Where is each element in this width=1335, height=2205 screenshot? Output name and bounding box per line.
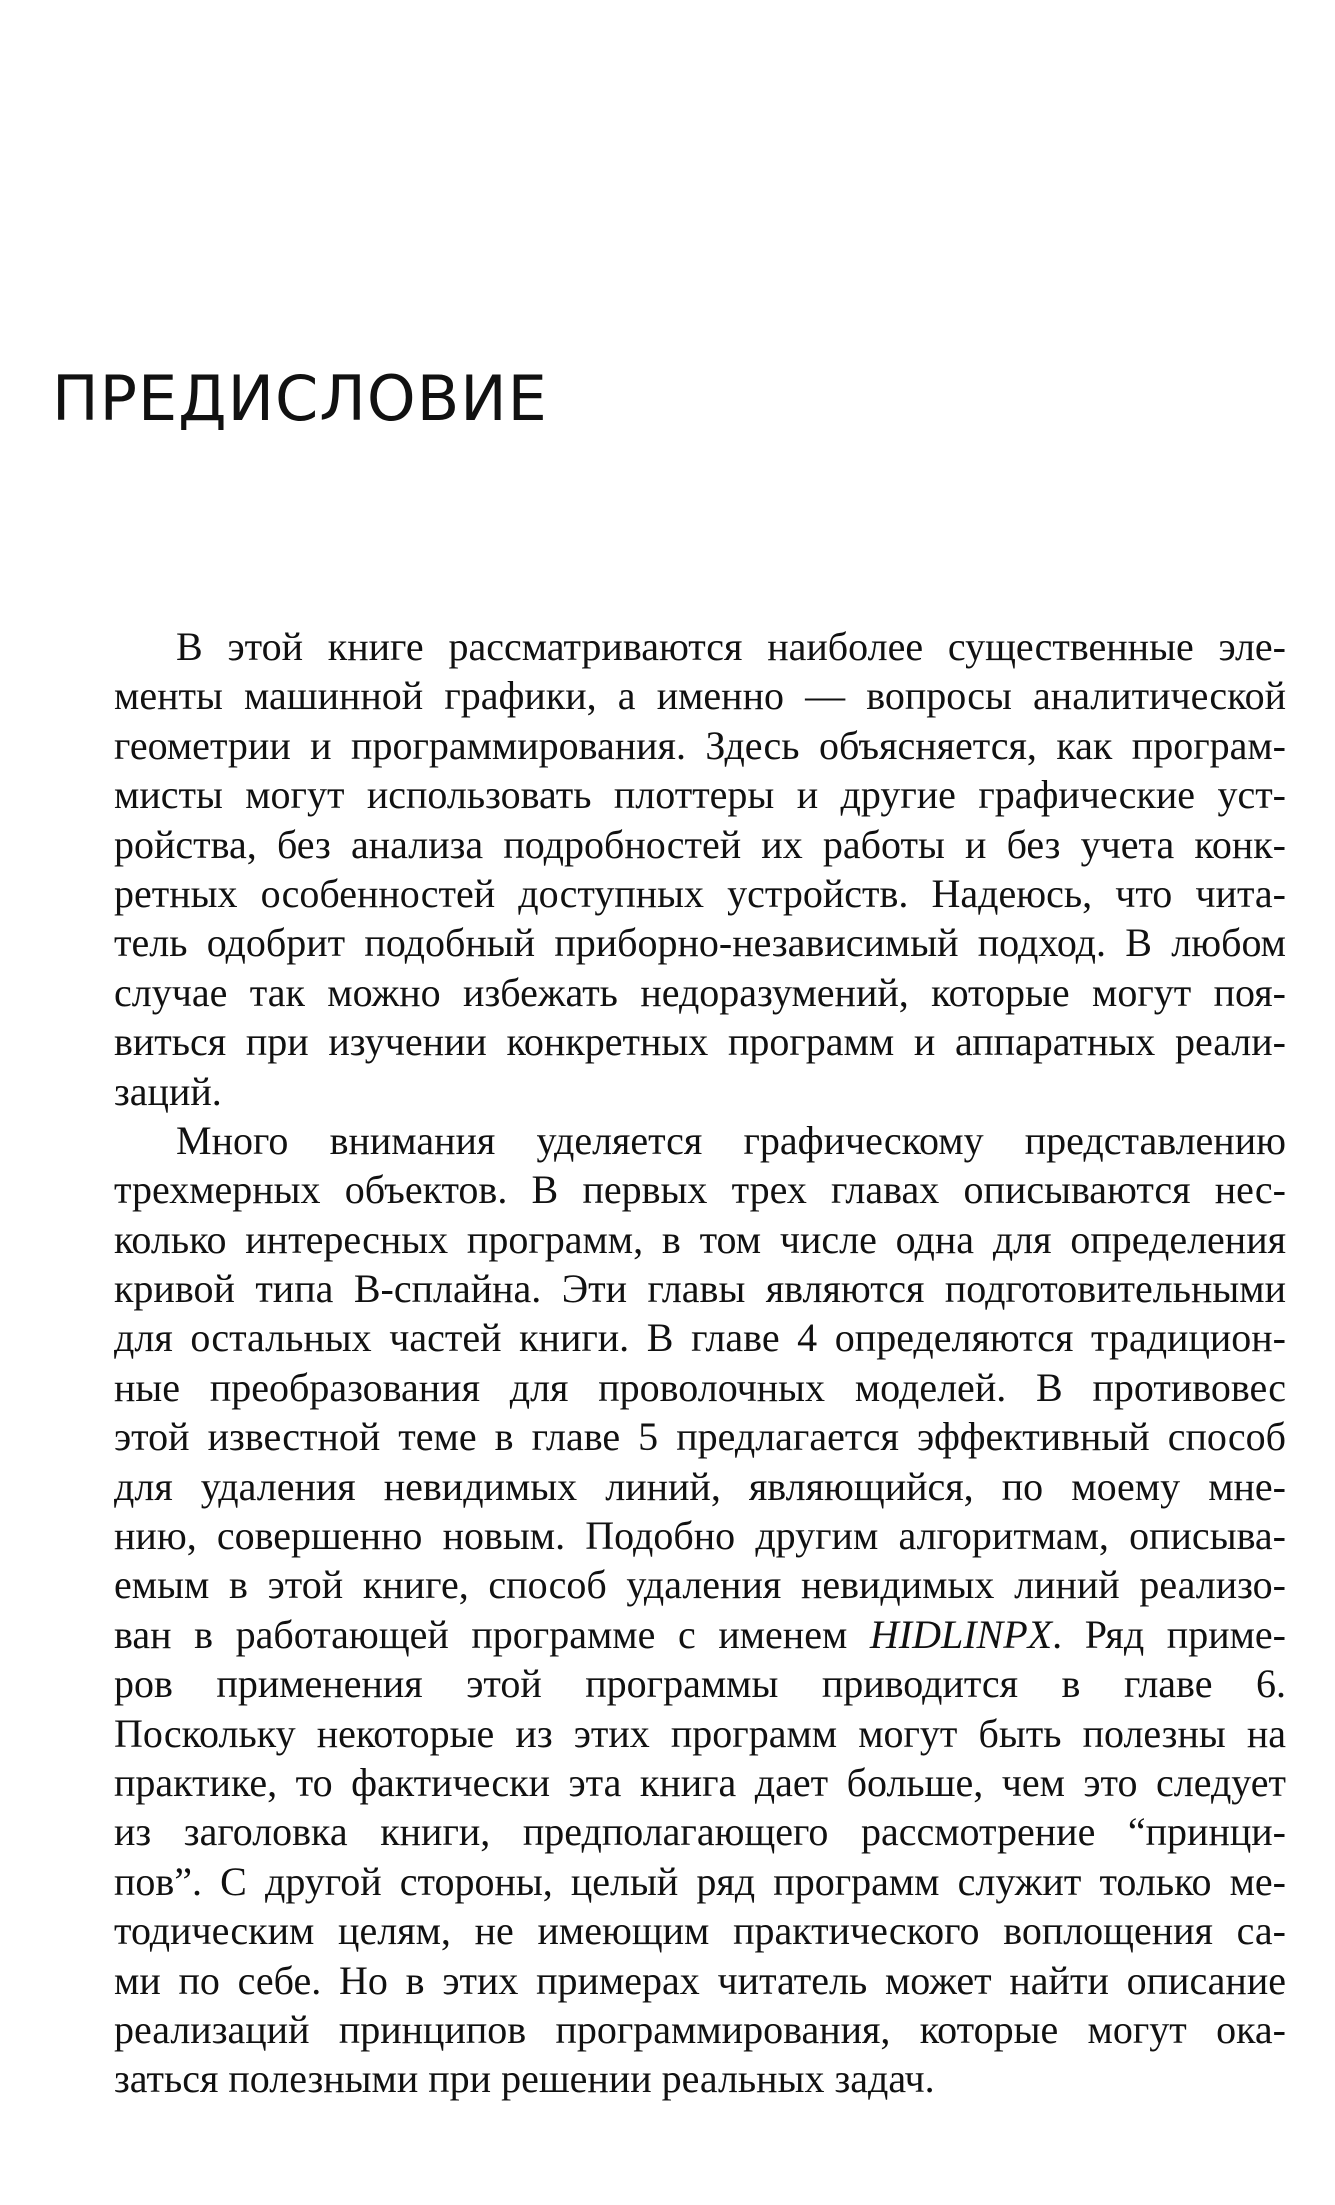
text-line: Поскольку некоторые из этих программ могут быть полезны на	[114, 1710, 1286, 1756]
text-line: случае так можно избежать недоразумений, которые могут поя-	[114, 969, 1286, 1015]
text-segment: ван в работающей программе с именем	[114, 1611, 870, 1657]
text-line: геометрии и программирования. Здесь объясняется, как програм-	[114, 722, 1286, 768]
text-line: емым в этой книге, способ удаления невидимых линий реализо-	[114, 1562, 1286, 1608]
text-line: виться при изучении конкретных программ и аппаратных реали-	[114, 1019, 1286, 1065]
text-line: ные преобразования для проволочных моделей. В противовес	[114, 1364, 1286, 1410]
text-line: для удаления невидимых линий, являющийся, по моему мне-	[114, 1463, 1286, 1509]
text-line: реализаций принципов программирования, которые могут ока-	[114, 2006, 1286, 2052]
page-title: ПРЕДИСЛОВИЕ	[52, 362, 548, 435]
text-line: Много внимания уделяется графическому представлению	[176, 1117, 1286, 1163]
paragraph-1	[52, 622, 1286, 1116]
text-line: пов”. С другой стороны, целый ряд программ служит только ме-	[114, 1858, 1286, 1904]
text-line: менты машинной графики, а именно — вопросы аналитической	[114, 673, 1286, 719]
text-line: для остальных частей книги. В главе 4 определяются традицион-	[114, 1315, 1286, 1361]
text-line: В этой книге рассматриваются наиболее существенные эле-	[176, 624, 1286, 669]
text-line: практике, то фактически эта книга дает больше, чем это следует	[114, 1759, 1286, 1805]
text-line: из заголовка книги, предполагающего рассмотрение “принци-	[114, 1809, 1286, 1855]
text-line-with-program-name	[52, 1610, 1286, 1659]
text-line: колько интересных программ, в том числе одна для определения	[114, 1216, 1286, 1262]
text-line: трехмерных объектов. В первых трех главах описываются нес-	[114, 1167, 1286, 1213]
text-line: ми по себе. Но в этих примерах читатель может найти описание	[114, 1957, 1286, 2003]
text-line: тодическим целям, не имеющим практического воплощения са-	[114, 1908, 1286, 1954]
text-line: ройства, без анализа подробностей их работы и без учета конк-	[114, 821, 1286, 867]
text-line: ров применения этой программы приводится в главе 6.	[114, 1661, 1286, 1707]
text-line: нию, совершенно новым. Подобно другим алгоритмам, описыва-	[114, 1513, 1286, 1559]
text-line: заться полезными при решении реальных задач.	[114, 2056, 935, 2102]
text-line: тель одобрит подобный приборно-независимый подход. В любом	[114, 920, 1286, 966]
text-line: этой известной теме в главе 5 предлагается эффективный способ	[114, 1414, 1286, 1460]
text-line: мисты могут использовать плоттеры и другие графические уст-	[114, 772, 1286, 818]
body-text	[52, 622, 1286, 2104]
text-segment: . Ряд приме-	[1052, 1611, 1286, 1657]
program-name: HIDLINPX	[869, 1611, 1053, 1657]
paragraph-2	[52, 1116, 1286, 2104]
text-line: кривой типа В-сплайна. Эти главы являются подготовительными	[114, 1266, 1286, 1312]
text-line: заций.	[114, 1068, 222, 1114]
text-line: ретных особенностей доступных устройств. Надеюсь, что чита-	[114, 870, 1286, 916]
